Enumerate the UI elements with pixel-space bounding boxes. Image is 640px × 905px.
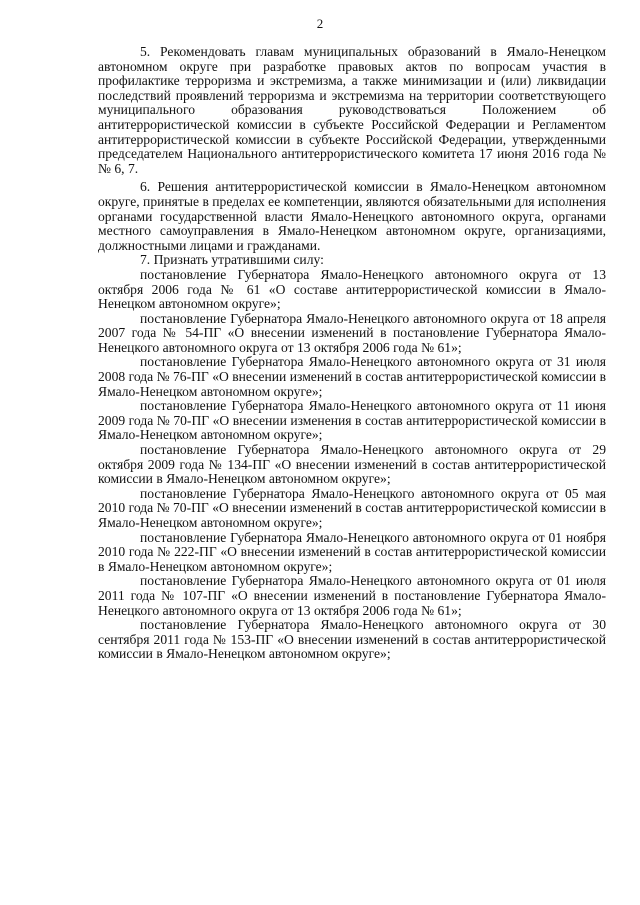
paragraph-item-6: 6. Решения антитеррористической комиссии в Ямало-Ненецком автономном округе, принятые в пределах ее компетенции, являются обязательными для исполнения органами государственной власти Ямало-Ненецкого автономного округа, органами местного самоуправления в Ямало-Ненецком автономном округе, организациями, должностными лицами и гражданами. bbox=[98, 179, 606, 253]
document-body bbox=[98, 45, 606, 662]
paragraph-item-7: 7. Признать утратившими силу: bbox=[140, 252, 324, 268]
repealed-act-5: постановление Губернатора Ямало-Ненецкого автономного округа от 29 октября 2009 года № 134-ПГ «О внесении изменений в состав антитеррористической комиссии в Ямало-Ненецком автономном округе»; bbox=[98, 442, 606, 487]
repealed-act-8: постановление Губернатора Ямало-Ненецкого автономного округа от 01 июля 2011 года № 107-ПГ «О внесении изменений в постановление Губернатора Ямало-Ненецкого автономного округа от 13 октября 2006 года № 61»; bbox=[98, 573, 606, 618]
repealed-act-1: постановление Губернатора Ямало-Ненецкого автономного округа от 13 октября 2006 года № 61 «О составе антитеррористической комиссии в Ямало-Ненецком автономном округе»; bbox=[98, 266, 606, 312]
repealed-act-2: постановление Губернатора Ямало-Ненецкого автономного округа от 18 апреля 2007 года № 54-ПГ «О внесении изменений в постановление Губернатора Ямало-Ненецкого автономного округа от 13 октября 2006 года № 61»; bbox=[98, 310, 606, 355]
page-number: 2 bbox=[316, 16, 324, 31]
repealed-act-7: постановление Губернатора Ямало-Ненецкого автономного округа от 01 ноября 2010 года № 222-ПГ «О внесении изменений в состав антитеррористической комиссии в Ямало-Ненецком автономном округе»; bbox=[98, 529, 606, 574]
repealed-act-9: постановление Губернатора Ямало-Ненецкого автономного округа от 30 сентября 2011 года № 153-ПГ «О внесении изменений в состав антитеррористической комиссии в Ямало-Ненецком автономном округе»; bbox=[98, 617, 606, 662]
repealed-act-6: постановление Губернатора Ямало-Ненецкого автономного округа от 05 мая 2010 года № 70-ПГ «О внесении изменений в состав антитеррористической комиссии в Ямало-Ненецком автономном округе»; bbox=[98, 485, 606, 530]
repealed-act-4: постановление Губернатора Ямало-Ненецкого автономного округа от 11 июня 2009 года № 70-ПГ «О внесении изменения в состав антитеррористической комиссии в Ямало-Ненецком автономном округе»; bbox=[98, 398, 606, 443]
repealed-act-3: постановление Губернатора Ямало-Ненецкого автономного округа от 31 июля 2008 года № 76-ПГ «О внесении изменений в состав антитеррористической комиссии в Ямало-Ненецком автономном округе»; bbox=[98, 354, 606, 399]
paragraph-item-5: 5. Рекомендовать главам муниципальных образований в Ямало-Ненецком автономном округе при разработке правовых актов по вопросам участия в профилактике терроризма и экстремизма, а также минимизации и (или) ликвидации последствий проявлений терроризма и экстремизма на территории соответствующего муниципального образования руководствоваться Положением об антитеррористической комиссии в субъекте Российской Федерации и Регламентом антитеррористической комиссии в субъекте Российской Федерации, утвержденными председателем Национального антитеррористического комитета 17 июня 2016 года №№ 6, 7. bbox=[98, 44, 606, 176]
